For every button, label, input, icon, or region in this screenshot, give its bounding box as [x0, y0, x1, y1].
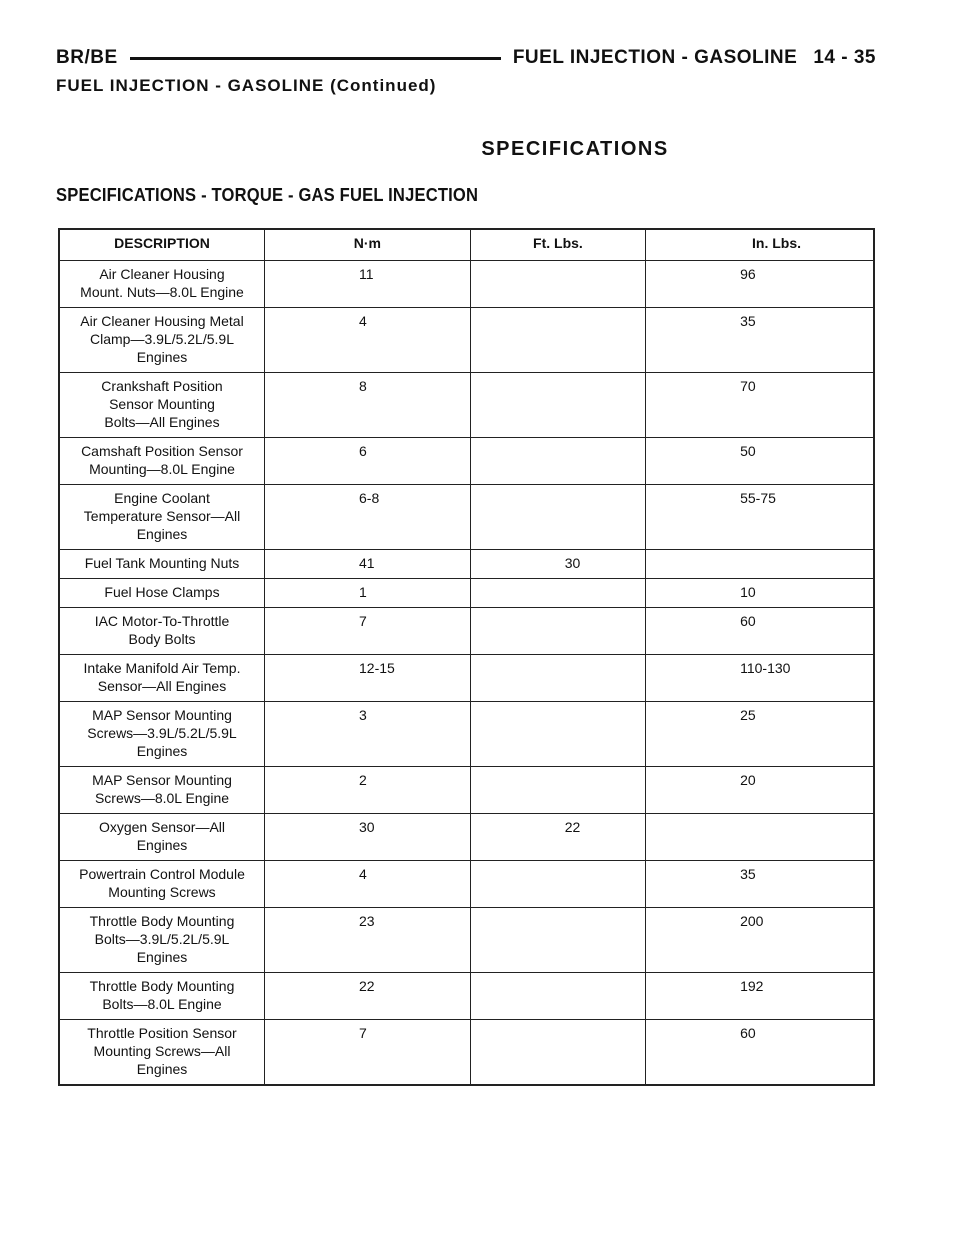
cell-nm: 8	[265, 373, 471, 438]
cell-description: Crankshaft Position Sensor Mounting Bolts—All Engines	[59, 373, 265, 438]
table-row	[59, 973, 874, 1020]
cell-description: MAP Sensor Mounting Screws—8.0L Engine	[59, 767, 265, 814]
page-number: 14 - 35	[813, 47, 876, 68]
cell-ft-lbs	[470, 308, 645, 373]
cell-ft-lbs	[470, 1020, 645, 1086]
cell-ft-lbs: 30	[470, 550, 645, 579]
cell-ft-lbs	[470, 702, 645, 767]
cell-ft-lbs	[470, 861, 645, 908]
cell-ft-lbs	[470, 373, 645, 438]
section-title: SPECIFICATIONS	[481, 138, 669, 160]
table-row	[59, 814, 874, 861]
table-row	[59, 373, 874, 438]
cell-ft-lbs	[470, 973, 645, 1020]
cell-description: Air Cleaner Housing Metal Clamp—3.9L/5.2L/5.9L Engines	[59, 308, 265, 373]
cell-description: Intake Manifold Air Temp. Sensor—All Engines	[59, 655, 265, 702]
table-row	[59, 1020, 874, 1086]
column-header-ft-lbs: Ft. Lbs.	[470, 229, 645, 261]
torque-spec-table	[58, 228, 875, 1086]
cell-nm: 30	[265, 814, 471, 861]
table-row	[59, 767, 874, 814]
cell-nm: 6-8	[265, 485, 471, 550]
cell-in-lbs: 192	[646, 973, 874, 1020]
cell-nm: 3	[265, 702, 471, 767]
cell-in-lbs: 35	[646, 861, 874, 908]
cell-in-lbs: 20	[646, 767, 874, 814]
cell-ft-lbs	[470, 261, 645, 308]
column-header-in-lbs: In. Lbs.	[646, 229, 874, 261]
cell-in-lbs: 55-75	[646, 485, 874, 550]
cell-nm: 7	[265, 1020, 471, 1086]
cell-description: Engine Coolant Temperature Sensor—All Engines	[59, 485, 265, 550]
table-row	[59, 908, 874, 973]
header-rule	[130, 57, 501, 60]
continued-title: FUEL INJECTION - GASOLINE (Continued)	[56, 76, 437, 95]
cell-in-lbs: 25	[646, 702, 874, 767]
cell-description: Powertrain Control Module Mounting Screws	[59, 861, 265, 908]
table-row	[59, 702, 874, 767]
cell-in-lbs: 60	[646, 608, 874, 655]
cell-description: Air Cleaner Housing Mount. Nuts—8.0L Engine	[59, 261, 265, 308]
table-row	[59, 438, 874, 485]
cell-ft-lbs	[470, 485, 645, 550]
cell-in-lbs: 70	[646, 373, 874, 438]
table-row	[59, 655, 874, 702]
page-header	[56, 44, 876, 72]
cell-ft-lbs	[470, 767, 645, 814]
table-row	[59, 608, 874, 655]
cell-ft-lbs	[470, 655, 645, 702]
cell-nm: 11	[265, 261, 471, 308]
cell-description: Throttle Body Mounting Bolts—3.9L/5.2L/5.9L Engines	[59, 908, 265, 973]
cell-ft-lbs: 22	[470, 814, 645, 861]
cell-nm: 12-15	[265, 655, 471, 702]
column-header-description: DESCRIPTION	[59, 229, 265, 261]
header-section: FUEL INJECTION - GASOLINE	[512, 47, 798, 68]
cell-nm: 41	[265, 550, 471, 579]
cell-nm: 1	[265, 579, 471, 608]
table-row	[59, 261, 874, 308]
cell-nm: 6	[265, 438, 471, 485]
cell-in-lbs: 60	[646, 1020, 874, 1086]
cell-in-lbs: 10	[646, 579, 874, 608]
cell-description: Camshaft Position Sensor Mounting—8.0L Engine	[59, 438, 265, 485]
cell-description: MAP Sensor Mounting Screws—3.9L/5.2L/5.9L Engines	[59, 702, 265, 767]
table-body	[59, 261, 874, 1086]
cell-ft-lbs	[470, 579, 645, 608]
cell-ft-lbs	[470, 438, 645, 485]
cell-nm: 2	[265, 767, 471, 814]
cell-in-lbs: 200	[646, 908, 874, 973]
cell-description: Fuel Hose Clamps	[59, 579, 265, 608]
cell-in-lbs	[646, 814, 874, 861]
header-model: BR/BE	[56, 47, 118, 68]
table-row	[59, 861, 874, 908]
table-row	[59, 485, 874, 550]
cell-description: IAC Motor-To-Throttle Body Bolts	[59, 608, 265, 655]
cell-in-lbs: 110-130	[646, 655, 874, 702]
cell-ft-lbs	[470, 908, 645, 973]
column-header-nm: N·m	[265, 229, 471, 261]
cell-description: Throttle Position Sensor Mounting Screws—All Engines	[59, 1020, 265, 1086]
cell-description: Fuel Tank Mounting Nuts	[59, 550, 265, 579]
cell-description: Oxygen Sensor—All Engines	[59, 814, 265, 861]
cell-in-lbs: 50	[646, 438, 874, 485]
table-title: SPECIFICATIONS - TORQUE - GAS FUEL INJECTION	[56, 185, 479, 205]
cell-description: Throttle Body Mounting Bolts—8.0L Engine	[59, 973, 265, 1020]
table-row	[59, 308, 874, 373]
cell-in-lbs: 35	[646, 308, 874, 373]
cell-nm: 4	[265, 861, 471, 908]
table-row	[59, 550, 874, 579]
cell-nm: 4	[265, 308, 471, 373]
table-row	[59, 579, 874, 608]
cell-nm: 23	[265, 908, 471, 973]
cell-nm: 7	[265, 608, 471, 655]
table-header-row	[59, 229, 874, 261]
cell-nm: 22	[265, 973, 471, 1020]
cell-in-lbs	[646, 550, 874, 579]
cell-in-lbs: 96	[646, 261, 874, 308]
cell-ft-lbs	[470, 608, 645, 655]
